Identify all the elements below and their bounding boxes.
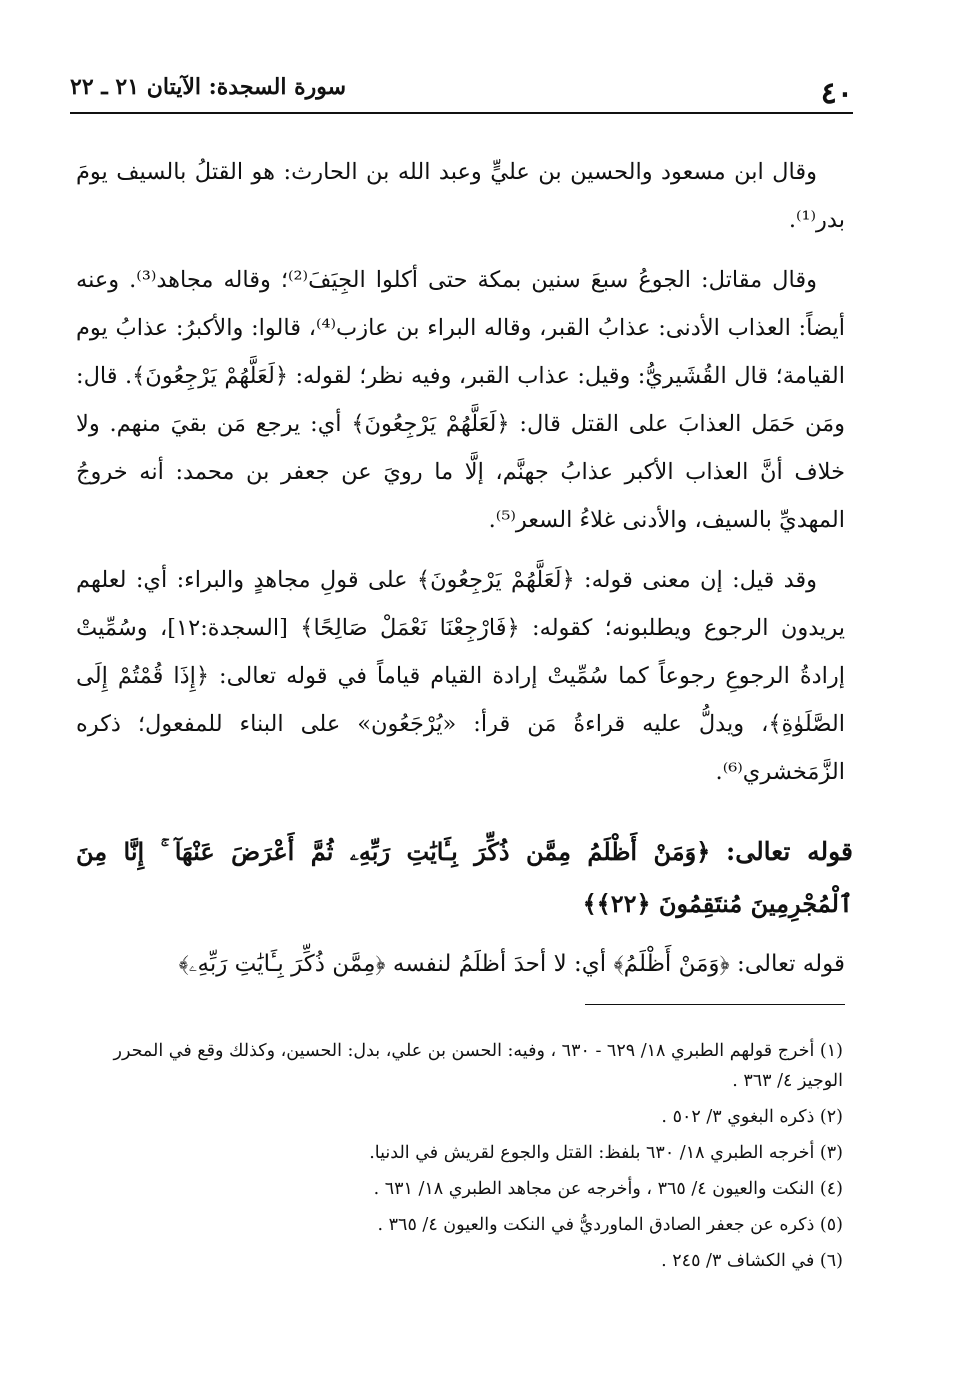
- page-number: ٤٠: [820, 76, 853, 111]
- footnote: (٦) في الكشاف ٣/ ٢٤٥ .: [661, 1251, 843, 1271]
- paragraph: وقد قيل: إن معنى قوله: ﴿لَعَلَّهُمْ يَرْجِعُونَ﴾ على قولِ مجاهدٍ والبراء: أي: لعلهم يريدون الرجوع ويطلبونه؛ كقوله: ﴿فَارْجِعْنَا نَعْمَلْ صَالِحًا﴾ [السجدة:١٢]، وسُمِّيتْ إرادةُ الرجوعِ رجوعاً كما سُمِّيتْ إرادة القيام قياماً في قوله تعالى: ﴿إِذَا قُمْتُمْ إِلَى الصَّلَوٰةِ﴾، ويدلُّ عليه قراءةُ مَن قرأ: «يُرْجَعُون» على البناء للمفعول؛ ذكره الزَّمَخشري⁽⁶⁾.: [76, 567, 845, 785]
- verse-explanation: قوله تعالى: ﴿وَمَنْ أَظْلَمُ﴾ أي: لا أحدَ أظلَمُ لنفسه ﴿مِمَّن ذُكِّرَ بِـَٔايَٰتِ رَبِّهِۦ﴾: [178, 951, 845, 977]
- verse-label: قوله تعالى:: [726, 837, 853, 866]
- footnote: (٢) ذكره البغوي ٣/ ٥٠٢ .: [661, 1107, 843, 1127]
- paragraph: وقال مقاتل: الجوعُ سبعَ سنين بمكة حتى أكلوا الجِيَفَ⁽²⁾؛ وقاله مجاهد⁽³⁾. وعنه أيضاً: العذاب الأدنى: عذابُ القبر، وقاله البراء بن عازب⁽⁴⁾، قالوا: والأكبرُ: عذابُ يوم القيامة؛ قال القُشَيريُّ: وقيل: عذاب القبر، وفيه نظر؛ لقوله: ﴿لَعَلَّهُمْ يَرْجِعُونَ﴾. قال: ومَن حَمَل العذابَ على القتل قال: ﴿لَعَلَّهُمْ يَرْجِعُونَ﴾ أي: يرجع مَن بقيَ منهم. ولا خلاف أنَّ العذاب الأكبر عذابُ جهنَّم، إلَّا ما رويَ عن جعفر بن محمد: أنه خروجُ المهديِّ بالسيف، والأدنى غلاءُ السعر⁽⁵⁾.: [76, 267, 845, 533]
- footnote-separator: [585, 1004, 845, 1005]
- footnote: (١) أخرج قولهم الطبري ١٨/ ٦٢٩ - ٦٣٠ ، وفيه: الحسن بن علي، بدل: الحسين، وكذلك وقع في المحرر الوجيز ٤/ ٣٦٣ .: [113, 1041, 843, 1091]
- running-title: سورة السجدة: الآيتان ٢١ ـ ٢٢: [70, 74, 347, 100]
- footnote: (٤) النكت والعيون ٤/ ٣٦٥ ، وأخرجه عن مجاهد الطبري ١٨/ ٦٣١ .: [373, 1179, 843, 1199]
- paragraph: وقال ابن مسعود والحسين بن عليٍّ وعبد الله بن الحارث: هو القتلُ بالسيف يومَ بدر⁽¹⁾.: [76, 159, 845, 233]
- footnote: (٣) أخرجه الطبري ١٨/ ٦٣٠ بلفظ: القتل والجوع لقريش في الدنيا.: [369, 1143, 843, 1163]
- quran-verse-block: [76, 826, 853, 930]
- footnotes: [70, 1036, 843, 1282]
- commentary-body: [76, 148, 845, 808]
- footnote: (٥) ذكره عن جعفر الصادق الماورديُّ في النكت والعيون ٤/ ٣٦٥ .: [377, 1215, 843, 1235]
- page-header: [70, 72, 853, 114]
- verse-text: ﴿وَمَنْ أَظْلَمُ مِمَّن ذُكِّرَ بِـَٔايَٰتِ رَبِّهِۦ ثُمَّ أَعْرَضَ عَنْهَآ ۚ إِنَّا مِنَ ٱلْمُجْرِمِينَ مُنتَقِمُونَ ﴿٢٢﴾﴾: [76, 837, 853, 918]
